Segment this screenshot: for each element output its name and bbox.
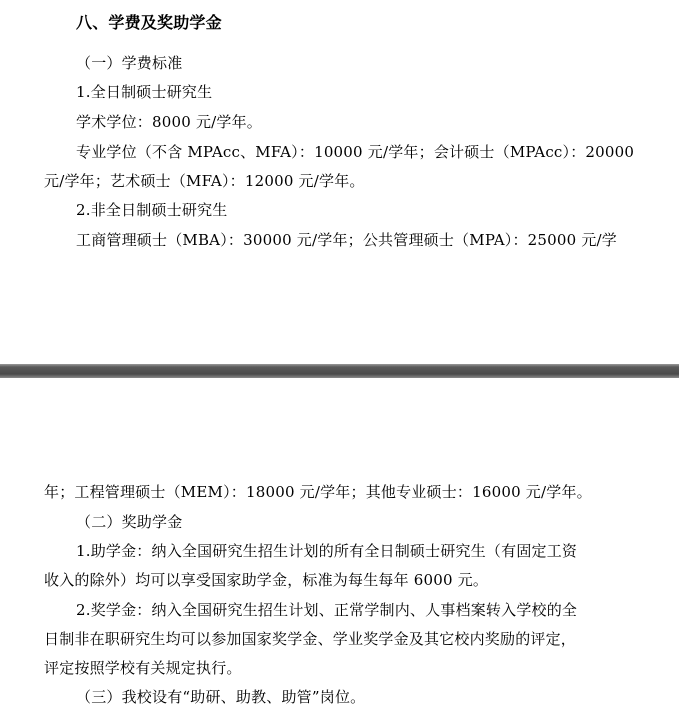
section-heading: 八、学费及奖助学金 [76,13,222,32]
item-parttime-master: 2.非全日制硕士研究生 [76,201,228,219]
scholarship-line1: 2.奖学金：纳入全国研究生招生计划、正常学制内、人事档案转入学校的全 [76,601,578,619]
subsection-tuition: （一）学费标准 [76,54,183,72]
subsection-assistantships: （三）我校设有“助研、助教、助管”岗位。 [76,688,366,706]
scholarship-line3: 评定按照学校有关规定执行。 [44,659,242,677]
parttime-fee-line1: 工商管理硕士（MBA）：30000 元/学年；公共管理硕士（MPA）：25000 元/学 [76,231,618,249]
academic-degree-fee: 学术学位：8000 元/学年。 [76,113,262,131]
scholarship-line2: 日制非在职研究生均可以参加国家奖学金、学业奖学金及其它校内奖励的评定， [44,630,577,648]
subsection-scholarships: （二）奖助学金 [76,513,183,531]
document-page-2 [0,378,679,717]
item-fulltime-master: 1.全日制硕士研究生 [76,83,213,101]
professional-degree-fee-line1: 专业学位（不含 MPAcc、MFA）：10000 元/学年；会计硕士（MPAcc）：20000 [76,143,635,161]
grant-line1: 1.助学金：纳入全国研究生招生计划的所有全日制硕士研究生（有固定工资 [76,542,578,560]
parttime-fee-continued: 年；工程管理硕士（MEM）：18000 元/学年；其他专业硕士：16000 元/学年。 [44,483,592,501]
professional-degree-fee-line2: 元/学年；艺术硕士（MFA）：12000 元/学年。 [44,172,365,190]
page-separator [0,364,679,378]
grant-line2: 收入的除外）均可以享受国家助学金，标准为每生每年 6000 元。 [44,571,489,589]
